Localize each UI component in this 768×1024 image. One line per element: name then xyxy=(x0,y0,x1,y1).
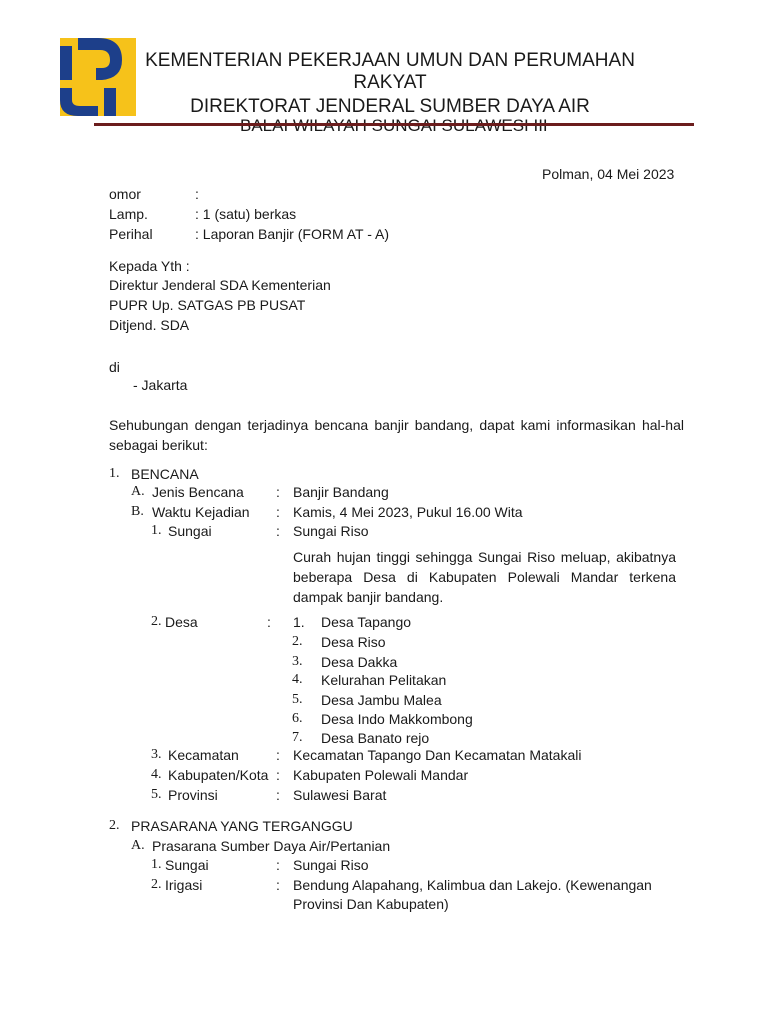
desa-item-number: 2. xyxy=(292,634,303,649)
section1-title: BENCANA xyxy=(131,466,199,482)
irigasi-number: 2. xyxy=(151,877,162,892)
meta-nomor-value: : xyxy=(195,186,199,202)
section2-a-number: A. xyxy=(131,838,145,853)
section1-b-number: B. xyxy=(131,504,144,519)
recipient-heading: Kepada Yth : xyxy=(109,258,190,274)
desa-label: Desa xyxy=(165,614,198,630)
meta-lamp-value: : 1 (satu) berkas xyxy=(195,206,297,222)
desa-item: Desa Banato rejo xyxy=(321,730,430,746)
sungai-colon: : xyxy=(276,523,280,539)
intro-paragraph: Sehubungan dengan terjadinya bencana banjir bandang, dapat kami informasikan hal-hal sebagai berikut: xyxy=(109,417,684,453)
kabupaten-colon: : xyxy=(276,767,280,783)
jenis-bencana-value: Banjir Bandang xyxy=(293,484,389,500)
waktu-kejadian-label: Waktu Kejadian xyxy=(152,504,250,520)
header-rule xyxy=(94,123,694,126)
meta-perihal-label: Perihal xyxy=(109,226,153,242)
recipient-line: Ditjend. SDA xyxy=(109,317,190,333)
letter-date: Polman, 04 Mei 2023 xyxy=(542,166,675,182)
desa-item-number: 1. xyxy=(293,614,305,630)
waktu-kejadian-value: Kamis, 4 Mei 2023, Pukul 16.00 Wita xyxy=(293,504,523,520)
kecamatan-label: Kecamatan xyxy=(168,747,239,763)
desa-item-number: 7. xyxy=(292,730,303,745)
incident-description: Curah hujan tinggi sehingga Sungai Riso meluap, akibatnya beberapa Desa di Kabupaten Polewali Mandar terkena dampak banjir bandang. xyxy=(293,549,676,605)
desa-item: Desa Riso xyxy=(321,634,386,650)
irigasi-value-cont: Provinsi Dan Kabupaten) xyxy=(293,896,449,912)
prasarana-sda-label: Prasarana Sumber Daya Air/Pertanian xyxy=(152,838,391,854)
desa-item: Desa Indo Makkombong xyxy=(321,711,473,727)
header-balai-partial xyxy=(240,116,548,123)
kecamatan-value: Kecamatan Tapango Dan Kecamatan Matakali xyxy=(293,747,582,763)
sungai-value: Sungai Riso xyxy=(293,523,369,539)
meta-lamp-label: Lamp. xyxy=(109,206,148,222)
section2-title: PRASARANA YANG TERGANGGU xyxy=(131,818,353,834)
desa-item-number: 5. xyxy=(292,692,303,707)
provinsi-label: Provinsi xyxy=(168,787,218,803)
waktu-kejadian-colon: : xyxy=(276,504,280,520)
kabupaten-number: 4. xyxy=(151,767,162,782)
desa-item: Kelurahan Pelitakan xyxy=(321,672,447,688)
recipient-line: PUPR Up. SATGAS PB PUSAT xyxy=(109,297,306,313)
desa-item: Desa Jambu Malea xyxy=(321,692,442,708)
prasarana-sungai-colon: : xyxy=(276,857,280,873)
prasarana-sungai-value: Sungai Riso xyxy=(293,857,369,873)
section1-a-number: A. xyxy=(131,484,145,499)
meta-nomor-label: omor xyxy=(109,186,141,202)
desa-colon: : xyxy=(267,614,271,630)
provinsi-value: Sulawesi Barat xyxy=(293,787,387,803)
kecamatan-colon: : xyxy=(276,747,280,763)
header-directorate: DIREKTORAT JENDERAL SUMBER DAYA AIR xyxy=(190,96,590,117)
jenis-bencana-label: Jenis Bencana xyxy=(152,484,244,500)
recipient-line: Direktur Jenderal SDA Kementerian xyxy=(109,277,331,293)
desa-item-number: 6. xyxy=(292,711,303,726)
header-ministry: KEMENTERIAN PEKERJAAN UMUN DAN PERUMAHAN xyxy=(145,50,635,71)
prasarana-sungai-label: Sungai xyxy=(165,857,209,873)
meta-perihal-value: : Laporan Banjir (FORM AT - A) xyxy=(195,226,389,242)
irigasi-colon: : xyxy=(276,877,280,893)
provinsi-number: 5. xyxy=(151,787,162,802)
sungai-number: 1. xyxy=(151,523,162,538)
prasarana-sungai-number: 1. xyxy=(151,857,162,872)
header-ministry-cont: RAKYAT xyxy=(353,72,427,93)
provinsi-colon: : xyxy=(276,787,280,803)
sungai-label: Sungai xyxy=(168,523,212,539)
recipient-di: di xyxy=(109,359,120,375)
irigasi-label: Irigasi xyxy=(165,877,203,893)
irigasi-value: Bendung Alapahang, Kalimbua dan Lakejo. (Kewenangan xyxy=(293,877,652,893)
kabupaten-label: Kabupaten/Kota xyxy=(168,767,269,783)
section2-number: 2. xyxy=(109,818,120,833)
desa-number: 2. xyxy=(151,614,162,629)
desa-item: Desa Dakka xyxy=(321,654,398,670)
section1-number: 1. xyxy=(109,466,120,481)
kecamatan-number: 3. xyxy=(151,747,162,762)
recipient-place: - Jakarta xyxy=(133,377,188,393)
desa-item-number: 3. xyxy=(292,654,303,669)
kabupaten-value: Kabupaten Polewali Mandar xyxy=(293,767,469,783)
jenis-bencana-colon: : xyxy=(276,484,280,500)
desa-item-number: 4. xyxy=(292,672,303,687)
desa-item: Desa Tapango xyxy=(321,614,412,630)
